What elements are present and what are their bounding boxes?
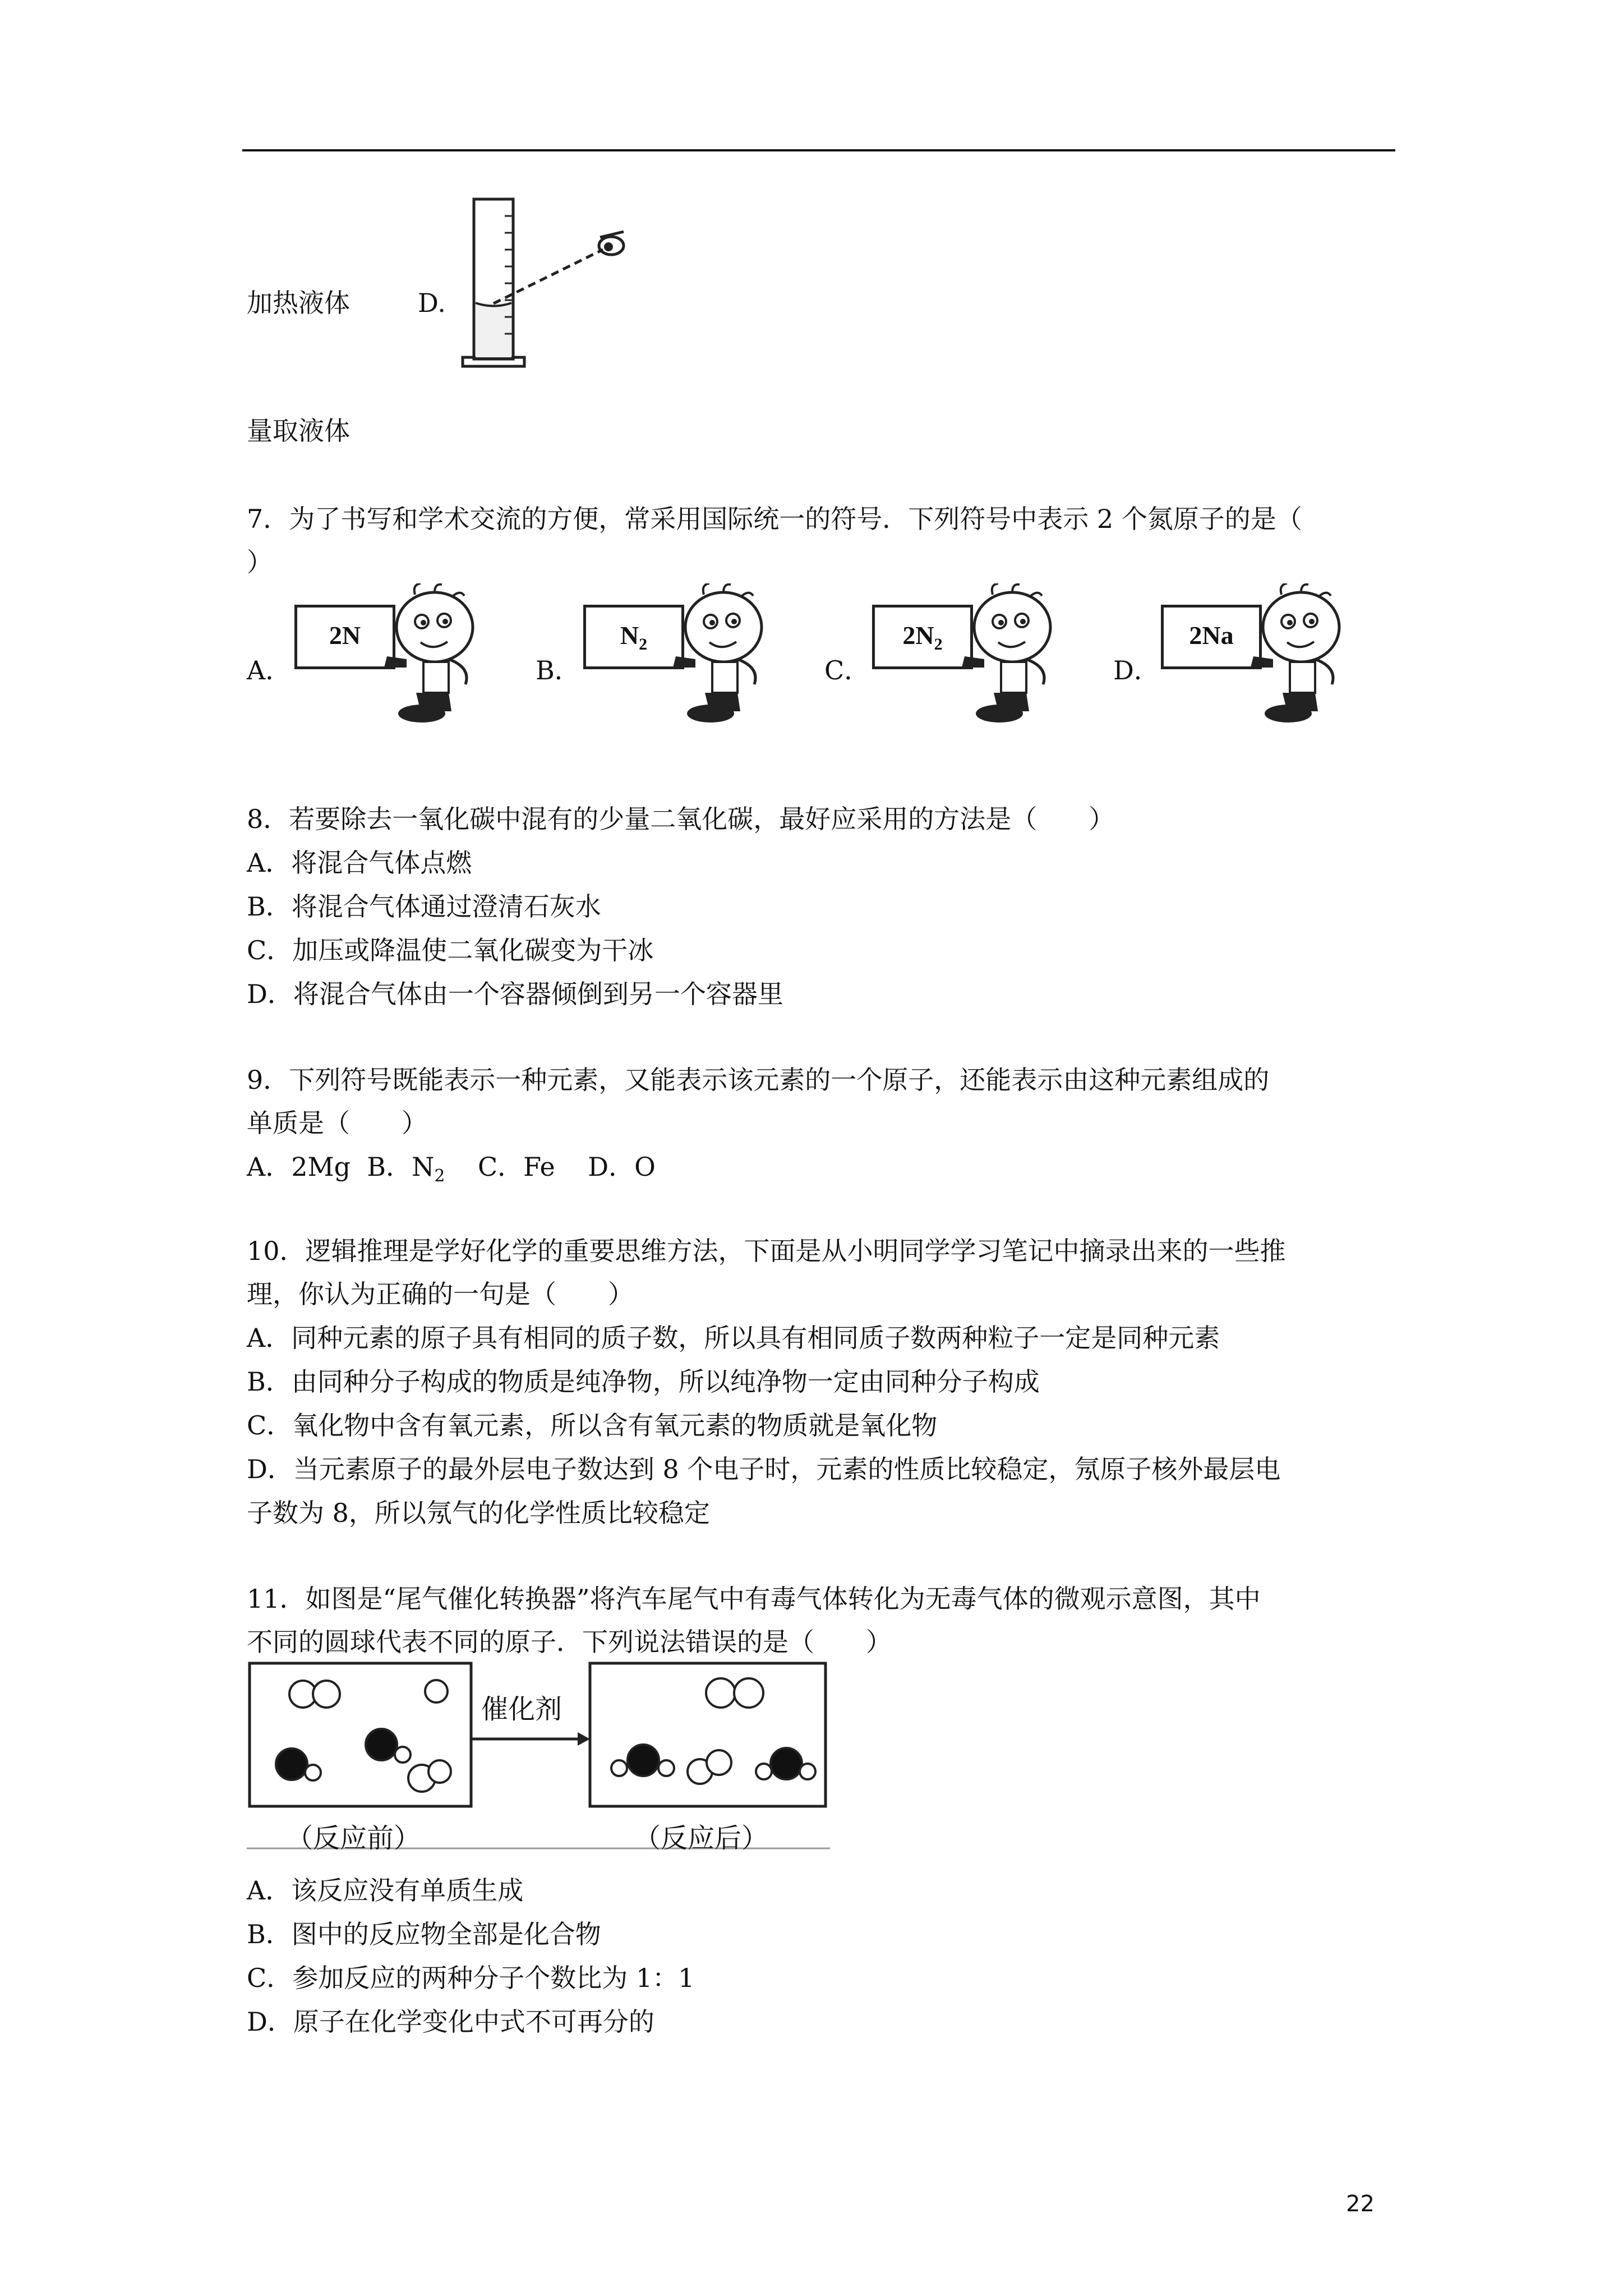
- q9-option-a: A．2Mg: [247, 1152, 351, 1182]
- graduated-cylinder-figure: [460, 194, 639, 379]
- formula-box: 2Na: [1161, 605, 1262, 669]
- cartoon-character-icon: [1248, 583, 1357, 726]
- q11-stem-line2: 不同的圆球代表不同的原子．下列说法错误的是（ ）: [247, 1627, 892, 1657]
- q7-stem-line2: ）: [247, 547, 273, 577]
- catalytic-converter-figure: [247, 1660, 830, 1854]
- q7-option-d-figure: [1158, 583, 1357, 726]
- q11-option-b: B．图中的反应物全部是化合物: [247, 1919, 601, 1949]
- q9-stem-line1: 9．下列符号既能表示一种元素，又能表示该元素的一个原子，还能表示由这种元素组成的: [247, 1065, 1270, 1095]
- cartoon-character-icon: [670, 583, 780, 726]
- q11-stem-line1: 11．如图是“尾气催化转换器”将汽车尾气中有毒气体转化为无毒气体的微观示意图，其中: [247, 1584, 1261, 1614]
- q7-option-b-figure: [580, 583, 780, 726]
- q9-option-d: D．O: [588, 1152, 656, 1182]
- eye-icon: [599, 232, 624, 255]
- q6-option-d-marker: D.: [418, 288, 446, 318]
- formula-subscript: 2: [639, 635, 648, 654]
- q10-option-b: B．由同种分子构成的物质是纯净物，所以纯净物一定由同种分子构成: [247, 1366, 1040, 1397]
- q10-stem-line2: 理，你认为正确的一句是（ ）: [247, 1279, 634, 1309]
- q8-option-a: A．将混合气体点燃: [247, 848, 472, 878]
- q9-option-b: [367, 1152, 445, 1186]
- q10-option-c: C．氧化物中含有氧元素，所以含有氧元素的物质就是氧化物: [247, 1410, 938, 1441]
- page-number: 22: [1346, 2191, 1375, 2217]
- q9-options: [247, 1150, 656, 1193]
- q11-option-c: C．参加反应的两种分子个数比为 1：1: [247, 1963, 695, 1993]
- q8-option-b: B．将混合气体通过澄清石灰水: [247, 891, 601, 922]
- cartoon-character-icon: [959, 583, 1068, 726]
- q7-option-a-figure: [292, 583, 491, 726]
- q9-option-b-base: B．N: [367, 1152, 435, 1182]
- q7-option-c-marker: C．: [824, 655, 870, 685]
- q7-option-a-marker: A．: [247, 655, 292, 685]
- q10-option-d-line2: 子数为 8，所以氖气的化学性质比较稳定: [247, 1498, 710, 1528]
- q8-option-d: D．将混合气体由一个容器倾倒到另一个容器里: [247, 979, 783, 1009]
- q7-stem-line1: 7．为了书写和学术交流的方便，常采用国际统一的符号．下列符号中表示 2 个氮原子的是（: [247, 504, 1302, 534]
- catalyst-label: 催化剂: [481, 1694, 562, 1725]
- q9-option-b-subscript: 2: [434, 1166, 445, 1186]
- q6-option-d-label: 量取液体: [247, 416, 350, 446]
- formula-subscript: 2: [934, 635, 943, 654]
- formula-box: 2N: [294, 605, 395, 669]
- q11-option-d: D．原子在化学变化中式不可再分的: [247, 2007, 654, 2037]
- formula-base: 2N: [902, 621, 934, 650]
- q11-option-a: A．该反应没有单质生成: [247, 1875, 524, 1906]
- arrow-head-icon: [578, 1732, 590, 1746]
- cartoon-character-icon: [381, 583, 491, 726]
- formula-base: N: [620, 621, 639, 650]
- q8-option-c: C．加压或降温使二氧化碳变为干冰: [247, 935, 654, 965]
- q7-option-d-marker: D．: [1113, 655, 1160, 685]
- q7-option-b-marker: B．: [536, 655, 580, 685]
- q10-stem-line1: 10．逻辑推理是学好化学的重要思维方法，下面是从小明同学学习笔记中摘录出来的一些推: [247, 1236, 1286, 1266]
- q10-option-d: D．当元素原子的最外层电子数达到 8 个电子时，元素的性质比较稳定，氖原子核外最层电: [247, 1454, 1281, 1484]
- before-label: （反应前）: [286, 1823, 421, 1854]
- formula-box: [583, 605, 684, 669]
- after-label: （反应后）: [634, 1823, 769, 1854]
- header-rule: [242, 149, 1395, 151]
- q7-option-c-figure: [869, 583, 1068, 726]
- q9-stem-line2: 单质是（ ）: [247, 1108, 427, 1138]
- q9-option-c: C．Fe: [477, 1152, 555, 1182]
- q6-option-c-label: 加热液体: [247, 288, 350, 318]
- q10-option-a: A．同种元素的原子具有相同的质子数，所以具有相同质子数两种粒子一定是同种元素: [247, 1323, 1220, 1353]
- q8-stem: 8．若要除去一氧化碳中混有的少量二氧化碳，最好应采用的方法是（ ）: [247, 804, 1115, 834]
- formula-box: [872, 605, 973, 669]
